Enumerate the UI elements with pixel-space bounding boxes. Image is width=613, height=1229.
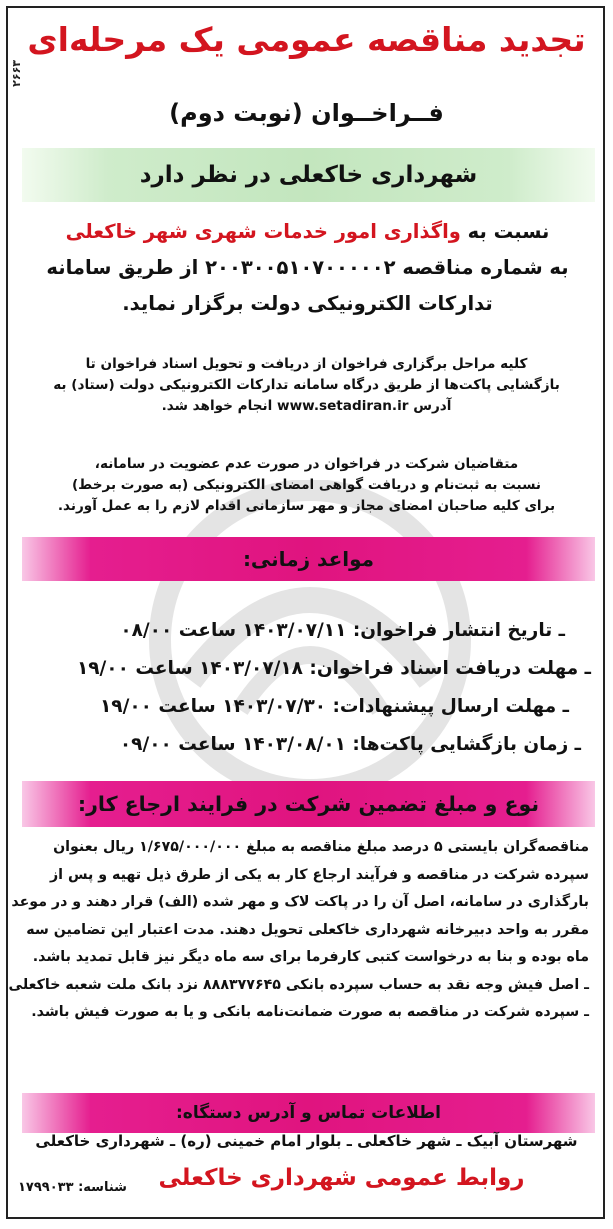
guarantee-heading: نوع و مبلغ تضمین شرکت در فرایند ارجاع کار: bbox=[22, 781, 595, 827]
guarantee-line: ـ سپرده شرکت در مناقصه به صورت ضمانت‌نامه بانکی و یا به صورت فیش باشد. bbox=[31, 1004, 589, 1020]
intro-text bbox=[22, 214, 593, 322]
project-title-highlight: واگذاری امور خدمات شهری شهر خاکعلی bbox=[65, 220, 461, 243]
intro-line-1 bbox=[22, 214, 593, 250]
guarantee-text bbox=[8, 834, 589, 1027]
guarantee-line: ـ اصل فیش وجه نقد به حساب سپرده بانکی ۸۸۸۳۷۷۶۴۵ نزد بانک ملت شعبه خاکعلی bbox=[8, 976, 589, 993]
deadline-list bbox=[24, 612, 591, 764]
paragraph-line: متقاضیان شرکت در فراخوان در صورت عدم عضویت در سامانه، bbox=[94, 456, 519, 472]
paragraph-line: آدرس www.setadiran.ir انجام خواهد شد. bbox=[161, 398, 452, 414]
notice-id bbox=[18, 1178, 127, 1198]
deadline-proposals: ـ مهلت ارسال پیشنهادات: ۱۴۰۳/۰۷/۳۰ ساعت ۱۹/۰۰ bbox=[100, 696, 569, 717]
notice-id-value: ۱۷۹۹۰۳۳ bbox=[18, 1180, 74, 1195]
guarantee-line: مقرر به واحد دبیرخانه شهرداری خاکعلی تحویل دهند. مدت اعتبار این تضامین سه bbox=[26, 921, 589, 938]
organizer-banner: شهرداری خاکعلی در نظر دارد bbox=[22, 148, 595, 202]
public-relations-signature: روابط عمومی شهرداری خاکعلی bbox=[158, 1165, 525, 1191]
notice-title: تجدید مناقصه عمومی یک مرحله‌ای bbox=[27, 20, 586, 59]
deadline-publish: ـ تاریخ انتشار فراخوان: ۱۴۰۳/۰۷/۱۱ ساعت ۰۸/۰۰ bbox=[120, 620, 565, 641]
notice-subtitle: فــراخــوان (نوبت دوم) bbox=[169, 99, 444, 127]
intro-line-1-prefix: نسبت به bbox=[460, 220, 550, 243]
intro-line-2: به شماره مناقصه ۲۰۰۳۰۰۵۱۰۷۰۰۰۰۰۲ از طریق سامانه bbox=[46, 256, 569, 279]
guarantee-line: سپرده شرکت در مناقصه و فرآیند ارجاع کار به یکی از طرق ذیل تهیه و پس از bbox=[49, 866, 589, 883]
side-reference-number: ۲۶۶۳ bbox=[10, 60, 23, 87]
intro-line-3: تدارکات الکترونیکی دولت برگزار نماید. bbox=[122, 292, 493, 315]
guarantee-line: بارگذاری در سامانه، اصل آن را در پاکت لاک و مهر شده (الف) قرار دهند و در موعد bbox=[11, 894, 589, 910]
paragraph-line: برای کلیه صاحبان امضای مجاز و مهر سازمانی اقدام لازم را به عمل آورند. bbox=[57, 498, 556, 514]
deadline-documents: ـ مهلت دریافت اسناد فراخوان: ۱۴۰۳/۰۷/۱۸ ساعت ۱۹/۰۰ bbox=[76, 658, 591, 679]
guarantee-line: مناقصه‌گران بایستی ۵ درصد مبلغ مناقصه به مبلغ ۱/۶۷۵/۰۰۰/۰۰۰ ریال بعنوان bbox=[53, 839, 589, 855]
schedule-heading: مواعد زمانی: bbox=[22, 537, 595, 581]
deadline-opening: ـ زمان بازگشایی پاکت‌ها: ۱۴۰۳/۰۸/۰۱ ساعت ۰۹/۰۰ bbox=[119, 734, 581, 755]
paragraph-registration bbox=[28, 454, 585, 517]
contact-heading: اطلاعات تماس و آدرس دستگاه: bbox=[22, 1093, 595, 1133]
paragraph-procedure bbox=[28, 354, 585, 417]
paragraph-line: بازگشایی پاکت‌ها از طریق درگاه سامانه تدارکات الکترونیکی دولت (ستاد) به bbox=[53, 377, 560, 393]
guarantee-line: ماه بوده و بنا به درخواست کتبی کارفرما برای سه ماه دیگر نیز قابل تمدید باشد. bbox=[32, 949, 589, 965]
paragraph-line: کلیه مراحل برگزاری فراخوان از دریافت و تحویل اسناد فراخوان تا bbox=[85, 356, 528, 372]
paragraph-line: نسبت به ثبت‌نام و دریافت گواهی امضای الکترونیکی (به صورت برخط) bbox=[71, 477, 542, 493]
notice-id-label: شناسه: bbox=[78, 1180, 127, 1195]
organization-address: شهرستان آبیک ـ شهر خاکعلی ـ بلوار امام خمینی (ره) ـ شهرداری خاکعلی bbox=[35, 1132, 578, 1150]
